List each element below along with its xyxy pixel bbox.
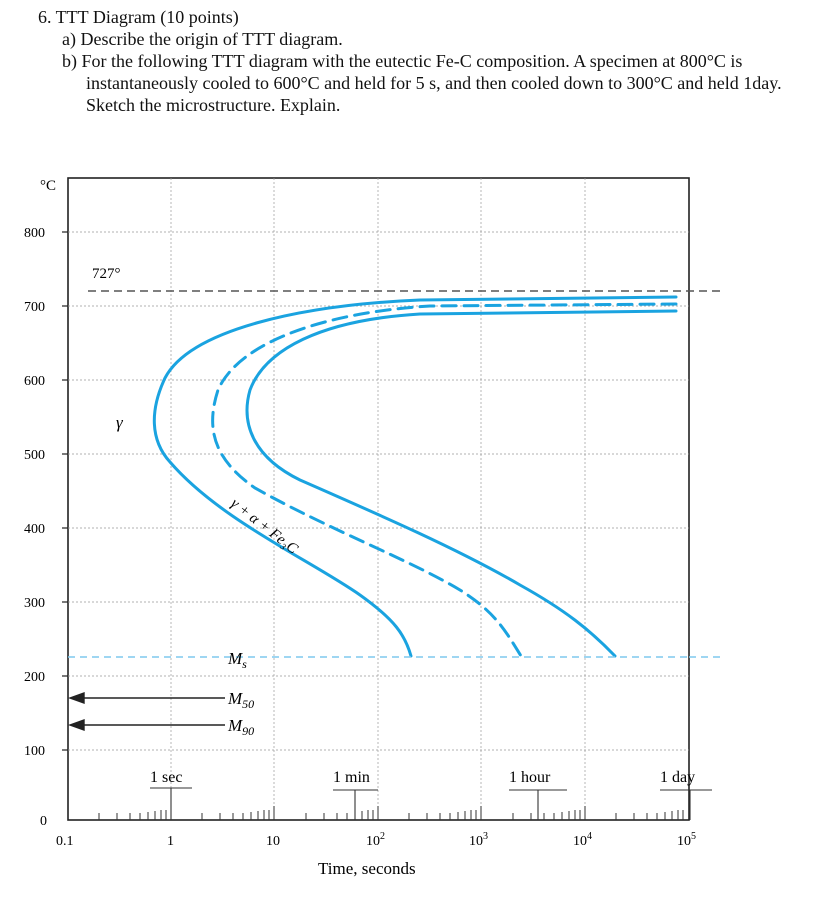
x-tick-label-10-3 xyxy=(469,831,488,849)
martensite-arrows xyxy=(70,693,225,730)
y-tick-label-600: 600 xyxy=(24,374,45,389)
austenite-label: γ xyxy=(116,413,123,432)
ttt-diagram xyxy=(0,168,821,893)
y-tick-marks xyxy=(62,232,68,750)
y-tick-label-200: 200 xyxy=(24,670,45,685)
x-minor-ticks xyxy=(99,800,683,820)
y-tick-label-400: 400 xyxy=(24,522,45,537)
x-tick-10-2-exp: 2 xyxy=(380,831,385,842)
ttt-diagram-svg xyxy=(0,168,821,893)
y-tick-label-100: 100 xyxy=(24,744,45,759)
ms-label xyxy=(227,649,247,671)
m90-label-sub: 90 xyxy=(242,724,255,738)
y-tick-label-300: 300 xyxy=(24,596,45,611)
x-tick-label-1: 1 xyxy=(167,834,174,849)
x-tick-label-10-5 xyxy=(677,831,696,849)
x-tick-10-4-base: 10 xyxy=(573,834,587,849)
ms-label-main: M xyxy=(228,649,243,668)
end-of-transformation-curve xyxy=(247,311,676,656)
fifty-percent-transformation-curve xyxy=(213,304,676,656)
m90-arrowhead xyxy=(70,720,84,730)
y-tick-label-700: 700 xyxy=(24,300,45,315)
y-tick-label-800: 800 xyxy=(24,226,45,241)
x-tick-label-10: 10 xyxy=(266,834,280,849)
m90-label xyxy=(227,716,254,738)
phase-region-label: γ + α + Fe₃C xyxy=(227,495,301,558)
m50-label xyxy=(227,689,254,711)
time-marker-1-day: 1 day xyxy=(660,769,696,786)
m50-arrowhead xyxy=(70,693,84,703)
question-part-b: b) For the following TTT diagram with the eutectic Fe-C composition. A specimen at 800°C is instantaneously cooled to 600°C and held for 5 s, and then cooled down to 300°C and held 1day. Sketch the microstructure. Explain. xyxy=(62,51,782,115)
time-marker-1-hour: 1 hour xyxy=(509,769,551,786)
y-axis-unit: °C xyxy=(40,178,57,194)
x-axis-label: Time, seconds xyxy=(318,859,416,878)
m50-label-main: M xyxy=(228,689,243,708)
m90-label-main: M xyxy=(228,716,243,735)
x-tick-10-2-base: 10 xyxy=(366,834,380,849)
ms-label-sub: s xyxy=(242,657,247,671)
m50-label-sub: 50 xyxy=(242,697,255,711)
x-tick-label-0-1: 0.1 xyxy=(56,834,74,849)
x-tick-10-5-exp: 5 xyxy=(691,831,696,842)
question-block xyxy=(38,6,808,116)
x-tick-10-3-base: 10 xyxy=(469,834,483,849)
question-part-a: a) Describe the origin of TTT diagram. xyxy=(62,29,343,49)
question-title: 6. TTT Diagram (10 points) xyxy=(38,7,239,27)
x-tick-label-10-4 xyxy=(573,831,592,849)
x-tick-10-4-exp: 4 xyxy=(587,831,592,842)
time-marker-1-min: 1 min xyxy=(333,769,370,786)
plot-frame xyxy=(68,178,689,820)
time-marker-1-sec: 1 sec xyxy=(150,769,183,786)
y-tick-label-500: 500 xyxy=(24,448,45,463)
x-tick-10-3-exp: 3 xyxy=(483,831,488,842)
x-tick-10-5-base: 10 xyxy=(677,834,691,849)
x-tick-label-10-2 xyxy=(366,831,385,849)
eutectoid-label: 727° xyxy=(92,266,121,282)
time-marker-lines xyxy=(150,788,712,820)
y-tick-label-0: 0 xyxy=(40,814,47,829)
